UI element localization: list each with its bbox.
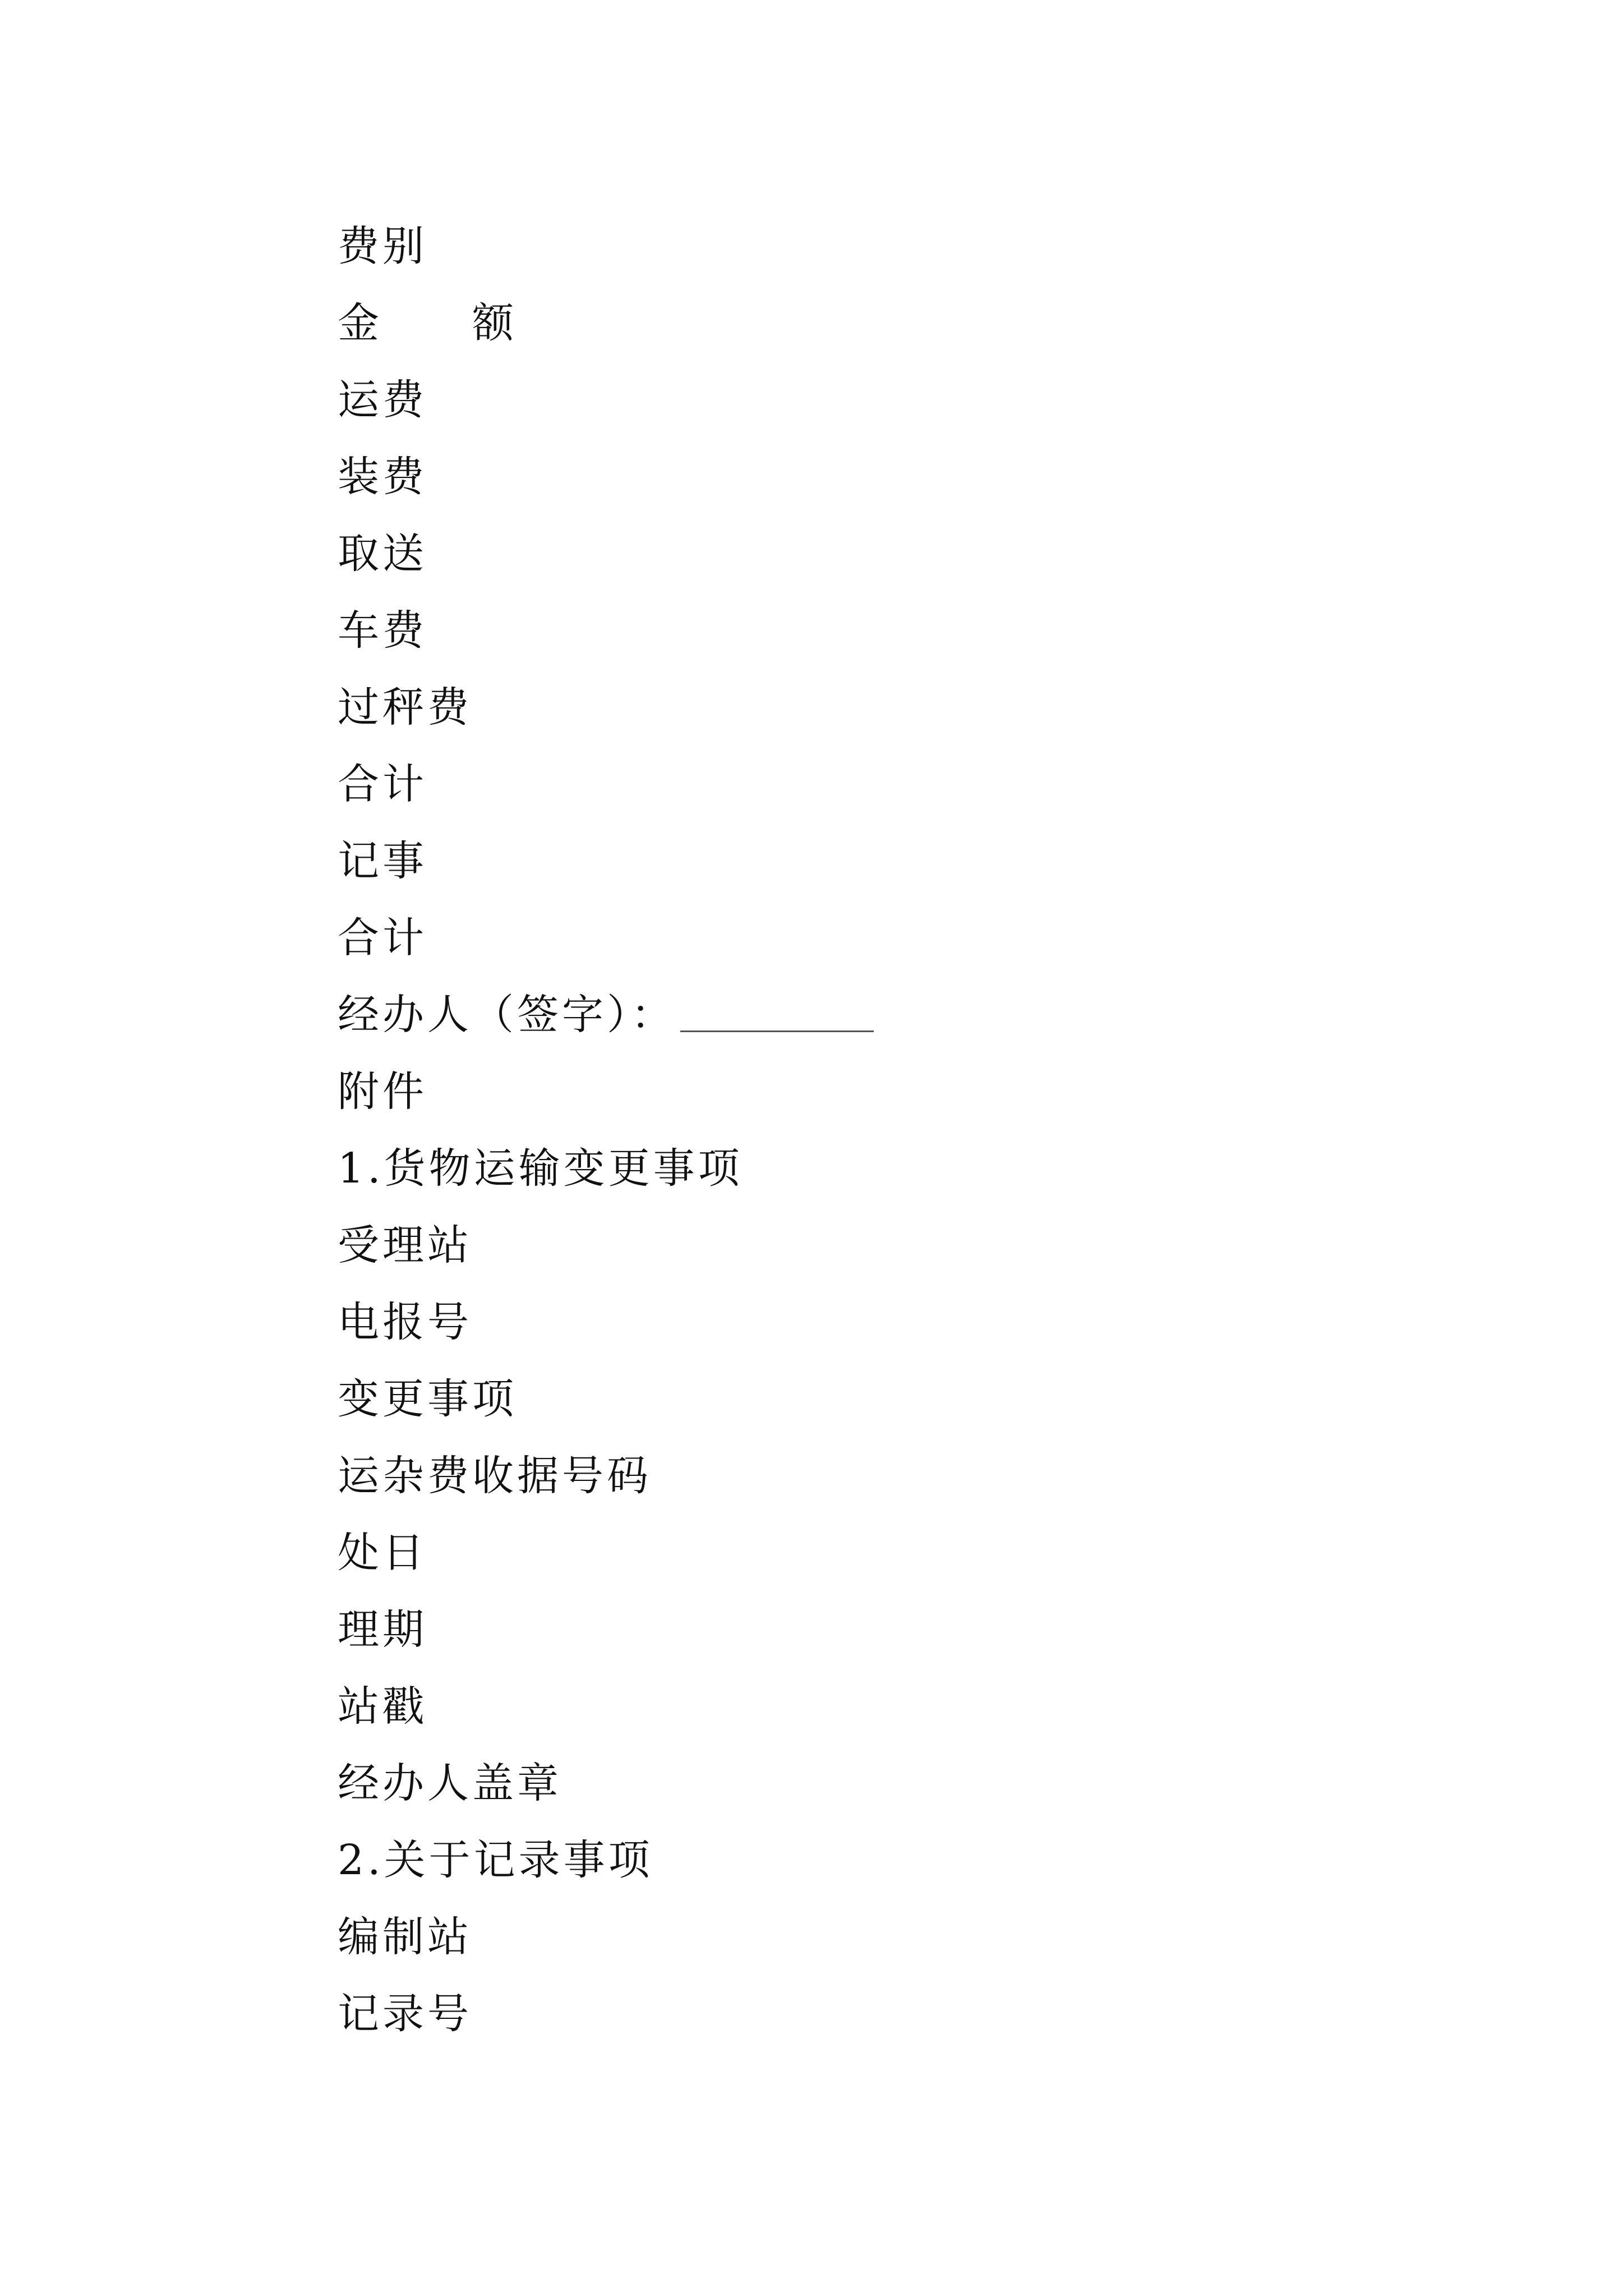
pickup-fee-text-line2: 车费 [338, 606, 427, 655]
stamp-column-text-line3: 站戳 [338, 1682, 427, 1731]
telegram-number-label [338, 1283, 1459, 1360]
section-2-title [338, 1821, 1459, 1898]
change-items-text: 变更事项 [338, 1374, 517, 1423]
accepting-station-text: 受理站 [338, 1221, 472, 1269]
record-number-label [338, 1975, 1459, 2052]
signature-blank-line[interactable] [680, 997, 874, 1032]
record-number-text: 记录号 [338, 1989, 472, 2038]
compiling-station-text: 编制站 [338, 1912, 472, 1961]
fee-category-text: 费别 [338, 222, 427, 270]
amount-left-char: 金 [338, 298, 382, 347]
section-2-title-text: 2.关于记录事项 [338, 1835, 653, 1884]
amount-right-char: 额 [472, 298, 517, 347]
total-text-1: 合计 [338, 760, 427, 808]
stamp-column-line2 [338, 1591, 1459, 1668]
accepting-station-label [338, 1207, 1459, 1283]
loading-fee-label [338, 438, 1459, 515]
notes-label [338, 822, 1459, 899]
stamp-column-line1 [338, 1514, 1459, 1591]
stamp-column-text-line1: 处日 [338, 1528, 427, 1577]
pickup-fee-label-line2 [338, 592, 1459, 669]
pickup-fee-label-line1 [338, 515, 1459, 592]
compiling-station-label [338, 1898, 1459, 1975]
handler-seal-label [338, 1745, 1459, 1821]
handler-signature-label: 经办人（签字）： [338, 990, 676, 1039]
attachment-heading [338, 1053, 1459, 1130]
fee-category-label [338, 208, 1459, 284]
total-text-2: 合计 [338, 913, 427, 962]
handler-signature-row [338, 976, 1459, 1053]
loading-fee-text: 装费 [338, 452, 427, 501]
notes-text: 记事 [338, 836, 427, 885]
freight-fee-label [338, 361, 1459, 438]
misc-fee-receipt-label [338, 1437, 1459, 1514]
freight-fee-text: 运费 [338, 375, 427, 424]
stamp-column-text-line2: 理期 [338, 1605, 427, 1654]
section-1-title [338, 1130, 1459, 1207]
weighing-fee-text: 过秤费 [338, 683, 472, 731]
misc-fee-receipt-text: 运杂费收据号码 [338, 1451, 652, 1500]
change-items-label [338, 1360, 1459, 1437]
total-label-2 [338, 899, 1459, 976]
stamp-column-line3 [338, 1668, 1459, 1745]
attachment-heading-text: 附件 [338, 1067, 427, 1116]
total-label-1 [338, 746, 1459, 822]
amount-label [338, 284, 1459, 361]
telegram-number-text: 电报号 [338, 1297, 472, 1346]
document-body [338, 208, 1459, 2052]
pickup-fee-text-line1: 取送 [338, 529, 427, 578]
handler-seal-text: 经办人盖章 [338, 1759, 562, 1807]
section-1-title-text: 1.货物运输变更事项 [338, 1144, 743, 1193]
weighing-fee-label [338, 669, 1459, 746]
